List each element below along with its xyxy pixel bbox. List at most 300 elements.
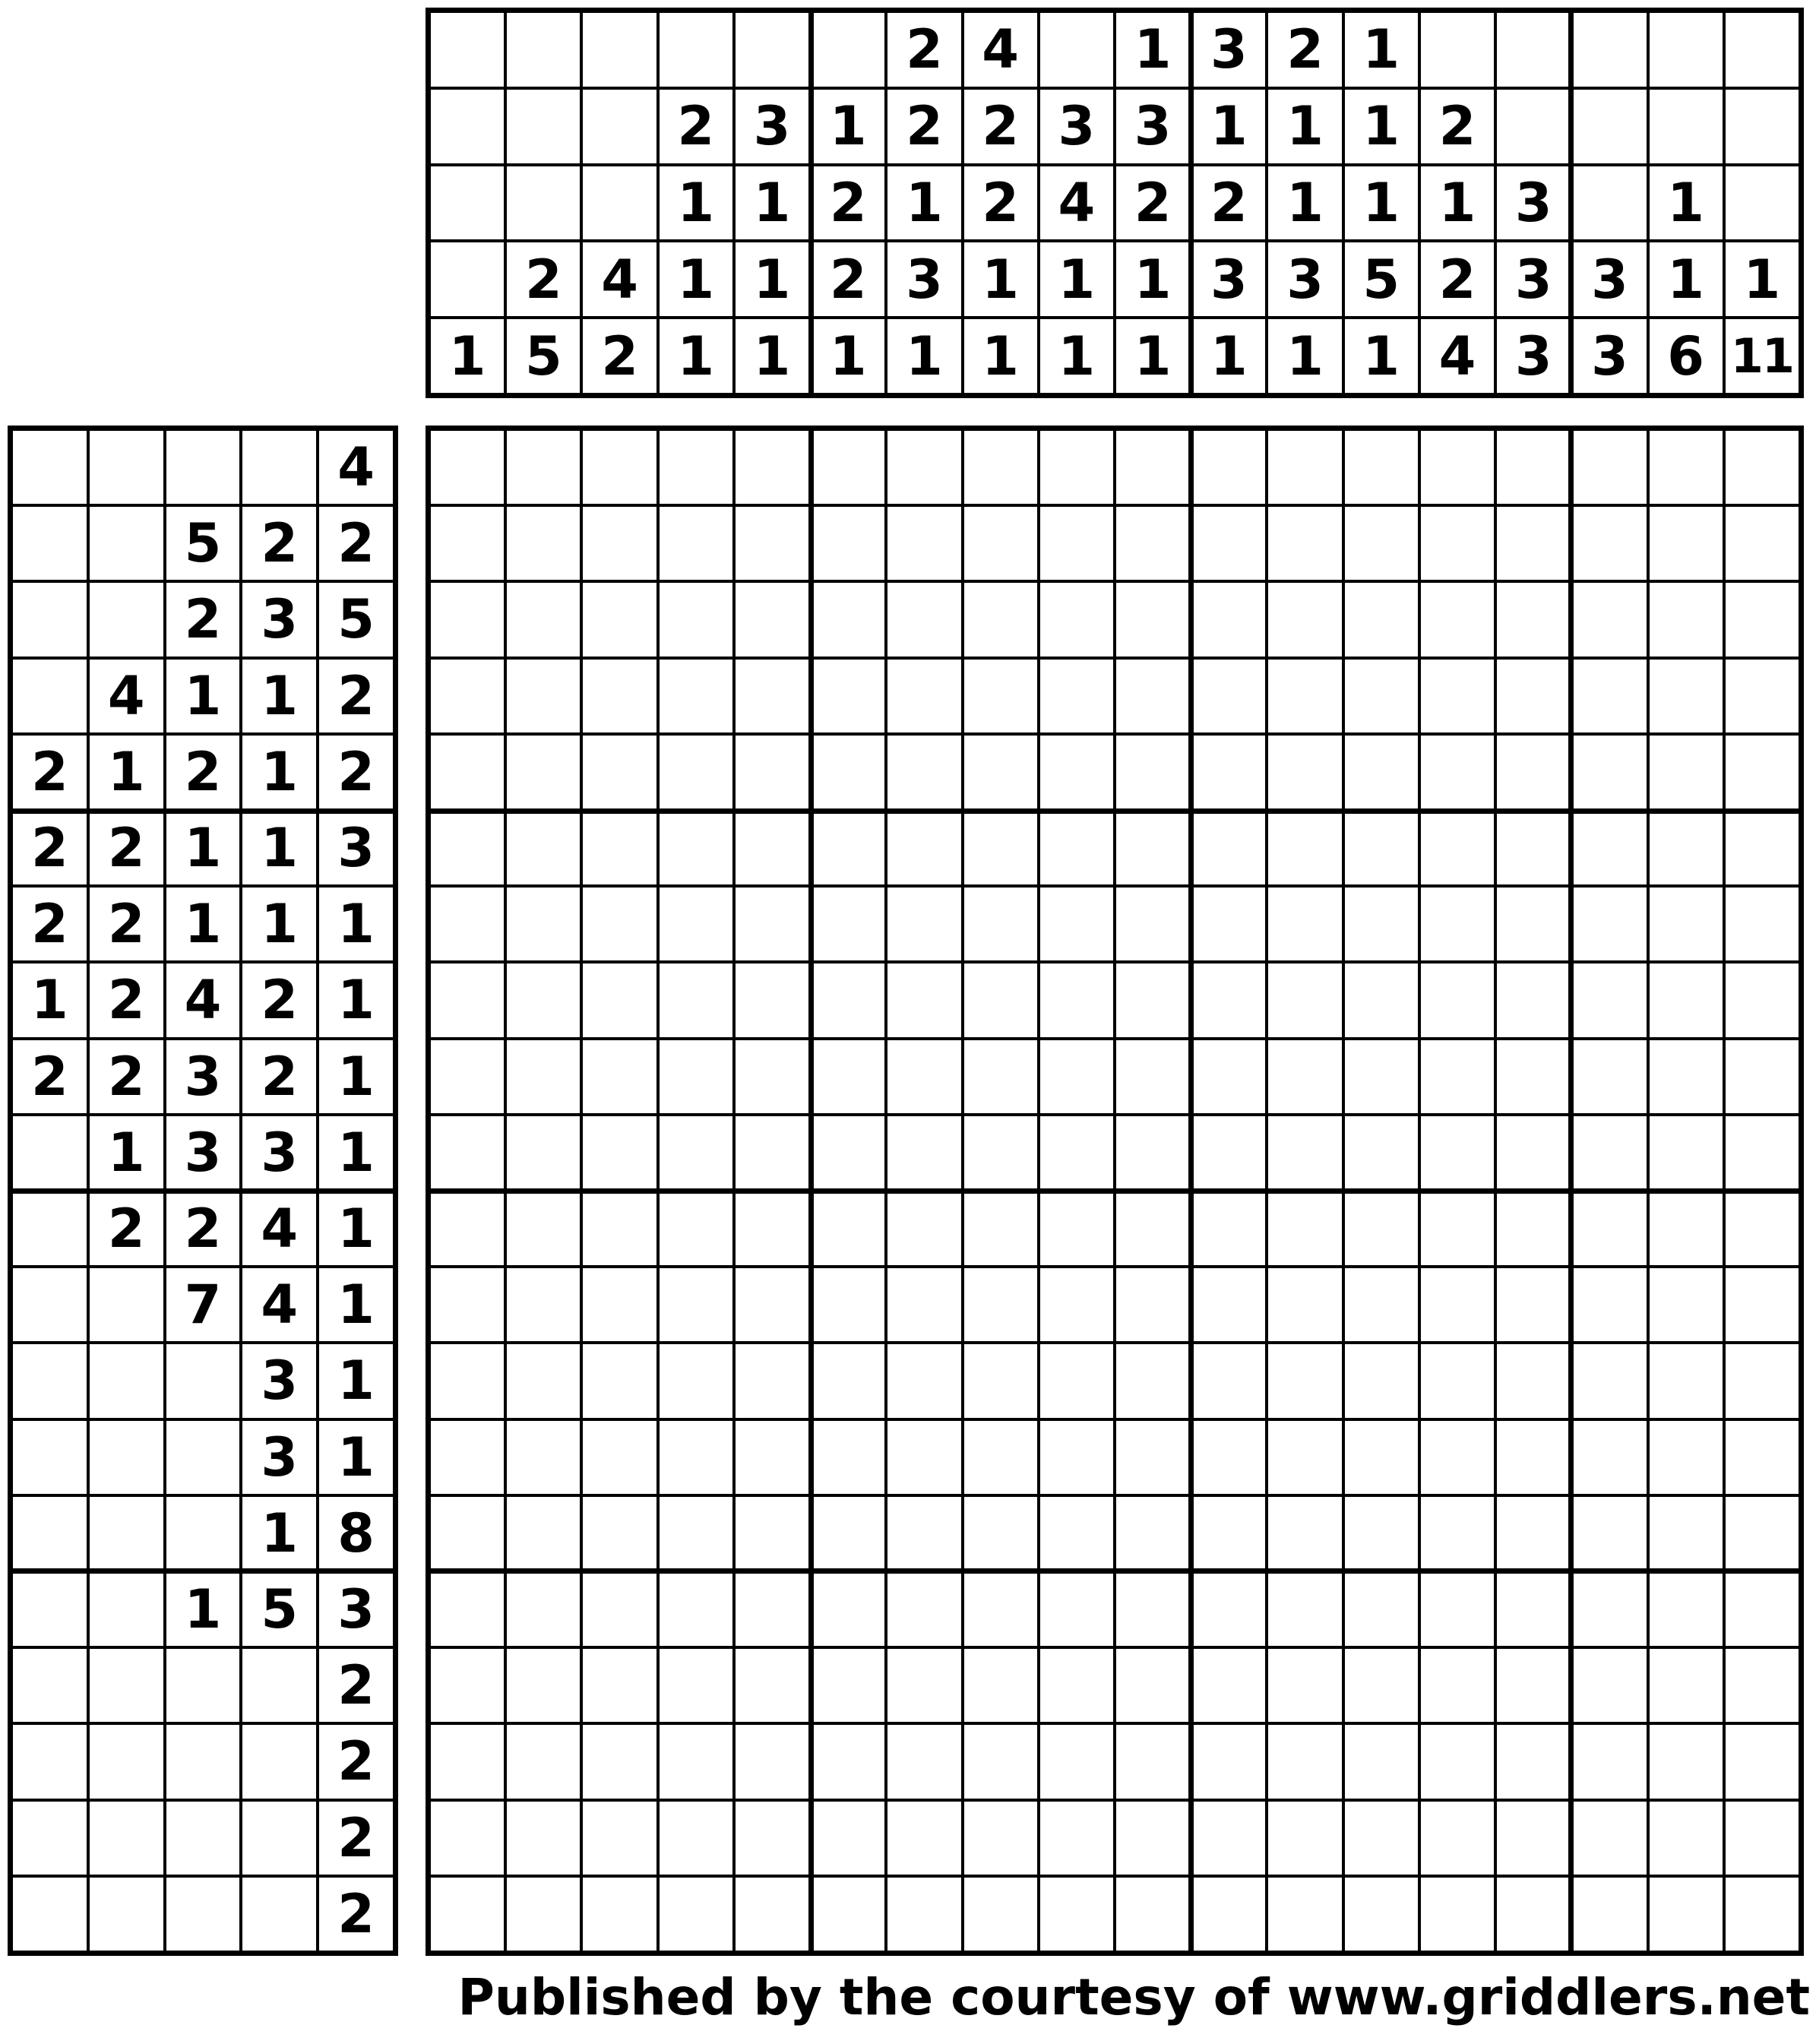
grid-cell[interactable] (1345, 1802, 1418, 1875)
grid-cell[interactable] (736, 1116, 808, 1189)
grid-cell[interactable] (1497, 660, 1570, 732)
grid-cell[interactable] (431, 431, 504, 504)
grid-cell[interactable] (507, 1192, 580, 1265)
grid-cell[interactable] (964, 963, 1037, 1036)
grid-cell[interactable] (1268, 1725, 1341, 1798)
grid-cell[interactable] (1497, 888, 1570, 960)
grid-cell[interactable] (1573, 660, 1646, 732)
grid-cell[interactable] (1573, 1268, 1646, 1341)
grid-cell[interactable] (583, 963, 656, 1036)
grid-cell[interactable] (1268, 1040, 1341, 1113)
grid-cell[interactable] (1497, 812, 1570, 884)
grid-cell[interactable] (507, 888, 580, 960)
grid-cell[interactable] (1040, 660, 1113, 732)
grid-cell[interactable] (1345, 1421, 1418, 1494)
grid-cell[interactable] (887, 1649, 960, 1722)
grid-cell[interactable] (507, 431, 580, 504)
grid-cell[interactable] (1268, 1802, 1341, 1875)
grid-cell[interactable] (1192, 507, 1265, 580)
grid-cell[interactable] (964, 736, 1037, 808)
grid-cell[interactable] (736, 1878, 808, 1951)
grid-cell[interactable] (1573, 812, 1646, 884)
grid-cell[interactable] (1497, 736, 1570, 808)
grid-cell[interactable] (736, 1344, 808, 1417)
grid-cell[interactable] (660, 1268, 732, 1341)
grid-cell[interactable] (583, 1725, 656, 1798)
grid-cell[interactable] (1497, 1116, 1570, 1189)
grid-cell[interactable] (660, 1421, 732, 1494)
grid-cell[interactable] (1421, 812, 1494, 884)
grid-cell[interactable] (1268, 1268, 1341, 1341)
grid-cell[interactable] (431, 1802, 504, 1875)
grid-cell[interactable] (431, 660, 504, 732)
grid-cell[interactable] (1650, 888, 1723, 960)
grid-cell[interactable] (1040, 507, 1113, 580)
grid-cell[interactable] (1421, 1497, 1494, 1570)
grid-cell[interactable] (1650, 963, 1723, 1036)
grid-cell[interactable] (1650, 1725, 1723, 1798)
grid-cell[interactable] (1116, 812, 1189, 884)
grid-cell[interactable] (887, 1268, 960, 1341)
grid-cell[interactable] (1497, 507, 1570, 580)
grid-cell[interactable] (1650, 1497, 1723, 1570)
grid-cell[interactable] (1726, 1649, 1799, 1722)
grid-cell[interactable] (1192, 963, 1265, 1036)
grid-cell[interactable] (583, 660, 656, 732)
grid-cell[interactable] (507, 1421, 580, 1494)
grid-cell[interactable] (1650, 736, 1723, 808)
grid-cell[interactable] (1726, 1116, 1799, 1189)
grid-cell[interactable] (507, 507, 580, 580)
grid-cell[interactable] (507, 1116, 580, 1189)
grid-cell[interactable] (887, 963, 960, 1036)
grid-cell[interactable] (431, 1878, 504, 1951)
grid-cell[interactable] (1116, 1573, 1189, 1646)
grid-cell[interactable] (431, 1421, 504, 1494)
grid-cell[interactable] (507, 1573, 580, 1646)
grid-cell[interactable] (1726, 660, 1799, 732)
grid-cell[interactable] (1726, 736, 1799, 808)
grid-cell[interactable] (583, 1268, 656, 1341)
grid-cell[interactable] (1345, 1573, 1418, 1646)
grid-cell[interactable] (1345, 1040, 1418, 1113)
grid-cell[interactable] (660, 660, 732, 732)
grid-cell[interactable] (736, 1725, 808, 1798)
grid-cell[interactable] (887, 1802, 960, 1875)
grid-cell[interactable] (1192, 1649, 1265, 1722)
grid-cell[interactable] (660, 812, 732, 884)
grid-cell[interactable] (1497, 1040, 1570, 1113)
grid-cell[interactable] (1421, 963, 1494, 1036)
grid-cell[interactable] (1040, 1878, 1113, 1951)
grid-cell[interactable] (1116, 1497, 1189, 1570)
grid-cell[interactable] (887, 1192, 960, 1265)
grid-cell[interactable] (1345, 1725, 1418, 1798)
grid-cell[interactable] (660, 1344, 732, 1417)
grid-cell[interactable] (1345, 812, 1418, 884)
grid-cell[interactable] (1116, 507, 1189, 580)
grid-cell[interactable] (812, 1344, 884, 1417)
grid-cell[interactable] (736, 888, 808, 960)
grid-cell[interactable] (1573, 431, 1646, 504)
grid-cell[interactable] (1650, 1802, 1723, 1875)
grid-cell[interactable] (583, 1116, 656, 1189)
grid-cell[interactable] (736, 1802, 808, 1875)
grid-cell[interactable] (431, 583, 504, 656)
grid-cell[interactable] (1573, 736, 1646, 808)
grid-cell[interactable] (660, 1116, 732, 1189)
grid-cell[interactable] (583, 1802, 656, 1875)
grid-cell[interactable] (1116, 1116, 1189, 1189)
grid-cell[interactable] (1268, 888, 1341, 960)
grid-cell[interactable] (1040, 1421, 1113, 1494)
grid-cell[interactable] (431, 1268, 504, 1341)
grid-cell[interactable] (1573, 1344, 1646, 1417)
grid-cell[interactable] (1192, 1725, 1265, 1798)
grid-cell[interactable] (583, 888, 656, 960)
grid-cell[interactable] (1268, 1421, 1341, 1494)
grid-cell[interactable] (1726, 431, 1799, 504)
grid-cell[interactable] (1040, 1573, 1113, 1646)
grid-cell[interactable] (1116, 1649, 1189, 1722)
grid-cell[interactable] (1192, 660, 1265, 732)
grid-cell[interactable] (1040, 1192, 1113, 1265)
grid-cell[interactable] (1116, 736, 1189, 808)
grid-cell[interactable] (1650, 812, 1723, 884)
grid-cell[interactable] (887, 660, 960, 732)
grid-cell[interactable] (1345, 507, 1418, 580)
grid-cell[interactable] (660, 583, 732, 656)
grid-cell[interactable] (1726, 1192, 1799, 1265)
grid-cell[interactable] (1421, 583, 1494, 656)
grid-cell[interactable] (964, 431, 1037, 504)
grid-cell[interactable] (964, 1725, 1037, 1798)
grid-cell[interactable] (812, 1725, 884, 1798)
grid-cell[interactable] (1421, 888, 1494, 960)
grid-cell[interactable] (431, 507, 504, 580)
grid-cell[interactable] (507, 583, 580, 656)
grid-cell[interactable] (1650, 1116, 1723, 1189)
grid-cell[interactable] (964, 1649, 1037, 1722)
grid-cell[interactable] (1497, 1268, 1570, 1341)
grid-cell[interactable] (1040, 888, 1113, 960)
grid-cell[interactable] (1573, 1497, 1646, 1570)
grid-cell[interactable] (431, 1344, 504, 1417)
grid-cell[interactable] (431, 812, 504, 884)
grid-cell[interactable] (1345, 1344, 1418, 1417)
grid-cell[interactable] (583, 812, 656, 884)
grid-cell[interactable] (736, 431, 808, 504)
grid-cell[interactable] (1192, 1878, 1265, 1951)
grid-cell[interactable] (1421, 1802, 1494, 1875)
grid-cell[interactable] (887, 583, 960, 656)
grid-cell[interactable] (887, 1573, 960, 1646)
grid-cell[interactable] (812, 431, 884, 504)
grid-cell[interactable] (887, 431, 960, 504)
grid-cell[interactable] (1116, 963, 1189, 1036)
grid-cell[interactable] (1497, 963, 1570, 1036)
grid-cell[interactable] (1726, 888, 1799, 960)
grid-cell[interactable] (1345, 1878, 1418, 1951)
grid-cell[interactable] (964, 1802, 1037, 1875)
grid-cell[interactable] (507, 736, 580, 808)
grid-cell[interactable] (1116, 1344, 1189, 1417)
grid-cell[interactable] (1497, 1192, 1570, 1265)
grid-cell[interactable] (1421, 507, 1494, 580)
grid-cell[interactable] (812, 1573, 884, 1646)
grid-cell[interactable] (1116, 583, 1189, 656)
grid-cell[interactable] (812, 1116, 884, 1189)
grid-cell[interactable] (1040, 1040, 1113, 1113)
grid-cell[interactable] (431, 963, 504, 1036)
grid-cell[interactable] (1268, 736, 1341, 808)
grid-cell[interactable] (736, 1192, 808, 1265)
grid-cell[interactable] (1345, 583, 1418, 656)
grid-cell[interactable] (812, 583, 884, 656)
grid-cell[interactable] (736, 1268, 808, 1341)
grid-cell[interactable] (964, 660, 1037, 732)
grid-cell[interactable] (1345, 963, 1418, 1036)
grid-cell[interactable] (887, 888, 960, 960)
grid-cell[interactable] (583, 431, 656, 504)
grid-cell[interactable] (964, 1344, 1037, 1417)
grid-cell[interactable] (887, 812, 960, 884)
grid-cell[interactable] (660, 1192, 732, 1265)
grid-cell[interactable] (583, 583, 656, 656)
grid-cell[interactable] (812, 1421, 884, 1494)
grid-cell[interactable] (964, 583, 1037, 656)
grid-cell[interactable] (583, 1649, 656, 1722)
grid-cell[interactable] (1116, 660, 1189, 732)
grid-cell[interactable] (1726, 1421, 1799, 1494)
grid-cell[interactable] (1726, 1344, 1799, 1417)
grid-cell[interactable] (1192, 583, 1265, 656)
grid-cell[interactable] (1192, 1497, 1265, 1570)
grid-cell[interactable] (1192, 1421, 1265, 1494)
grid-cell[interactable] (1040, 1802, 1113, 1875)
grid-cell[interactable] (736, 1040, 808, 1113)
grid-cell[interactable] (1573, 1421, 1646, 1494)
grid-cell[interactable] (1573, 1802, 1646, 1875)
grid-cell[interactable] (507, 1497, 580, 1570)
grid-cell[interactable] (431, 1573, 504, 1646)
grid-cell[interactable] (736, 1649, 808, 1722)
grid-cell[interactable] (887, 1497, 960, 1570)
grid-cell[interactable] (1497, 1725, 1570, 1798)
grid-cell[interactable] (1421, 1268, 1494, 1341)
grid-cell[interactable] (1345, 1268, 1418, 1341)
grid-cell[interactable] (887, 736, 960, 808)
grid-cell[interactable] (1268, 431, 1341, 504)
grid-cell[interactable] (887, 1878, 960, 1951)
grid-cell[interactable] (1345, 888, 1418, 960)
grid-cell[interactable] (1497, 1802, 1570, 1875)
grid-cell[interactable] (1497, 1649, 1570, 1722)
grid-cell[interactable] (1573, 1040, 1646, 1113)
grid-cell[interactable] (1497, 1573, 1570, 1646)
grid-cell[interactable] (507, 812, 580, 884)
grid-cell[interactable] (1116, 888, 1189, 960)
grid-cell[interactable] (1268, 1573, 1341, 1646)
grid-cell[interactable] (431, 736, 504, 808)
grid-cell[interactable] (1650, 1573, 1723, 1646)
grid-cell[interactable] (1421, 736, 1494, 808)
grid-cell[interactable] (736, 1497, 808, 1570)
grid-cell[interactable] (1650, 1268, 1723, 1341)
grid-cell[interactable] (1726, 1497, 1799, 1570)
grid-cell[interactable] (660, 1497, 732, 1570)
grid-cell[interactable] (507, 1344, 580, 1417)
grid-cell[interactable] (583, 1192, 656, 1265)
grid-cell[interactable] (1573, 888, 1646, 960)
grid-cell[interactable] (1726, 1040, 1799, 1113)
grid-cell[interactable] (1116, 1421, 1189, 1494)
grid-cell[interactable] (964, 1040, 1037, 1113)
grid-cell[interactable] (431, 1040, 504, 1113)
grid-cell[interactable] (660, 1040, 732, 1113)
grid-cell[interactable] (1726, 1802, 1799, 1875)
grid-cell[interactable] (431, 1116, 504, 1189)
grid-cell[interactable] (812, 1878, 884, 1951)
grid-cell[interactable] (1726, 1268, 1799, 1341)
grid-cell[interactable] (583, 1497, 656, 1570)
grid-cell[interactable] (887, 1344, 960, 1417)
grid-cell[interactable] (964, 1116, 1037, 1189)
grid-cell[interactable] (1040, 963, 1113, 1036)
grid-cell[interactable] (431, 1497, 504, 1570)
grid-cell[interactable] (812, 660, 884, 732)
grid-cell[interactable] (1573, 1192, 1646, 1265)
grid-cell[interactable] (1497, 431, 1570, 504)
grid-cell[interactable] (1192, 888, 1265, 960)
grid-cell[interactable] (1573, 1573, 1646, 1646)
grid-cell[interactable] (1116, 1878, 1189, 1951)
grid-cell[interactable] (964, 1268, 1037, 1341)
grid-cell[interactable] (1345, 736, 1418, 808)
grid-cell[interactable] (1650, 1878, 1723, 1951)
grid-cell[interactable] (431, 1649, 504, 1722)
grid-cell[interactable] (736, 1573, 808, 1646)
grid-cell[interactable] (583, 1878, 656, 1951)
grid-cell[interactable] (887, 1116, 960, 1189)
grid-cell[interactable] (1116, 1040, 1189, 1113)
grid-cell[interactable] (1573, 1725, 1646, 1798)
grid-cell[interactable] (1650, 1344, 1723, 1417)
grid-cell[interactable] (1421, 1878, 1494, 1951)
grid-cell[interactable] (660, 1725, 732, 1798)
grid-cell[interactable] (1040, 1344, 1113, 1417)
grid-cell[interactable] (1345, 1497, 1418, 1570)
grid-cell[interactable] (583, 1573, 656, 1646)
grid-cell[interactable] (1268, 812, 1341, 884)
grid-cell[interactable] (507, 1040, 580, 1113)
grid-cell[interactable] (736, 812, 808, 884)
grid-cell[interactable] (1650, 660, 1723, 732)
grid-cell[interactable] (583, 507, 656, 580)
grid-cell[interactable] (887, 1725, 960, 1798)
grid-cell[interactable] (1116, 431, 1189, 504)
grid-cell[interactable] (1192, 1268, 1265, 1341)
grid-cell[interactable] (1268, 1497, 1341, 1570)
grid-cell[interactable] (1040, 736, 1113, 808)
grid-cell[interactable] (1650, 1649, 1723, 1722)
grid-cell[interactable] (1268, 583, 1341, 656)
grid-cell[interactable] (736, 660, 808, 732)
grid-cell[interactable] (1650, 1040, 1723, 1113)
grid-cell[interactable] (1421, 1116, 1494, 1189)
grid-cell[interactable] (1040, 431, 1113, 504)
grid-cell[interactable] (1421, 660, 1494, 732)
grid-cell[interactable] (507, 1802, 580, 1875)
grid-cell[interactable] (1345, 431, 1418, 504)
grid-cell[interactable] (887, 507, 960, 580)
grid-cell[interactable] (964, 1878, 1037, 1951)
grid-cell[interactable] (1497, 583, 1570, 656)
grid-cell[interactable] (1573, 583, 1646, 656)
grid-cell[interactable] (1726, 1878, 1799, 1951)
grid-cell[interactable] (1726, 583, 1799, 656)
grid-cell[interactable] (1268, 660, 1341, 732)
grid-cell[interactable] (1040, 1725, 1113, 1798)
grid-cell[interactable] (1040, 583, 1113, 656)
grid-cell[interactable] (1268, 1192, 1341, 1265)
grid-cell[interactable] (1268, 963, 1341, 1036)
grid-cell[interactable] (812, 888, 884, 960)
grid-cell[interactable] (1040, 1268, 1113, 1341)
grid-cell[interactable] (964, 507, 1037, 580)
grid-cell[interactable] (1573, 507, 1646, 580)
grid-cell[interactable] (812, 507, 884, 580)
grid-cell[interactable] (964, 1497, 1037, 1570)
grid-cell[interactable] (660, 1573, 732, 1646)
grid-cell[interactable] (583, 1344, 656, 1417)
grid-cell[interactable] (583, 1421, 656, 1494)
grid-cell[interactable] (1497, 1344, 1570, 1417)
grid-cell[interactable] (660, 1802, 732, 1875)
grid-cell[interactable] (1421, 1573, 1494, 1646)
grid-cell[interactable] (1192, 812, 1265, 884)
grid-cell[interactable] (660, 888, 732, 960)
grid-cell[interactable] (583, 736, 656, 808)
grid-cell[interactable] (736, 507, 808, 580)
grid-cell[interactable] (1192, 1344, 1265, 1417)
grid-cell[interactable] (964, 1573, 1037, 1646)
grid-cell[interactable] (660, 1649, 732, 1722)
grid-cell[interactable] (1192, 1802, 1265, 1875)
grid-cell[interactable] (1345, 1116, 1418, 1189)
grid-cell[interactable] (1345, 1649, 1418, 1722)
grid-cell[interactable] (736, 963, 808, 1036)
grid-cell[interactable] (1421, 1421, 1494, 1494)
grid-cell[interactable] (1650, 583, 1723, 656)
grid-cell[interactable] (964, 888, 1037, 960)
grid-cell[interactable] (1040, 1497, 1113, 1570)
grid-cell[interactable] (1421, 431, 1494, 504)
grid-cell[interactable] (1116, 1268, 1189, 1341)
grid-cell[interactable] (1726, 963, 1799, 1036)
grid-cell[interactable] (431, 1192, 504, 1265)
grid-cell[interactable] (1268, 507, 1341, 580)
grid-cell[interactable] (1726, 1573, 1799, 1646)
grid-cell[interactable] (1040, 1649, 1113, 1722)
grid-cell[interactable] (1726, 812, 1799, 884)
grid-cell[interactable] (812, 812, 884, 884)
grid-cell[interactable] (1345, 1192, 1418, 1265)
grid-cell[interactable] (1192, 736, 1265, 808)
grid-cell[interactable] (1573, 1878, 1646, 1951)
grid-cell[interactable] (887, 1421, 960, 1494)
grid-cell[interactable] (507, 1878, 580, 1951)
